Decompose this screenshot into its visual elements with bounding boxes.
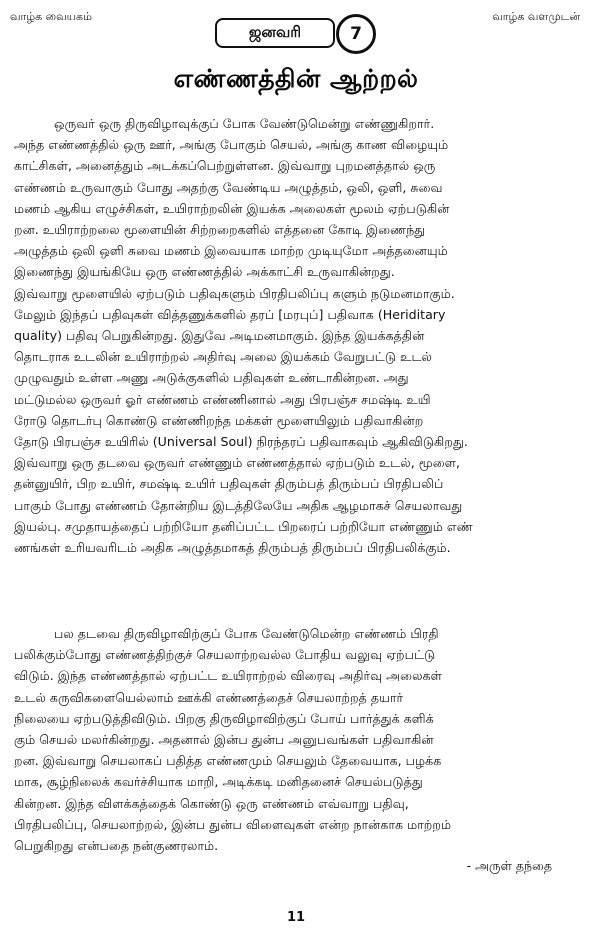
- text-line: இவ்வாறு ஒரு தடவை ஒருவர் எண்ணும் எண்ணத்தால் ஏற்படும் உடல், மூளை,: [14, 455, 460, 471]
- month-label-box: [215, 18, 335, 48]
- text-line: quality) பதிவு பெறுகின்றது. இதுவே அடிமனமாகும். இந்த இயக்கத்தின்: [14, 328, 425, 344]
- text-line: கும் செயல் மலர்கின்றது. அதனால் இன்ப துன்ப அனுபவங்கள் பதிவாகின்: [14, 732, 434, 748]
- text-line: உடல் கருவிகளையெல்லாம் ஊக்கி எண்ணத்தைச் செயலாற்றத் தயார்: [14, 689, 404, 705]
- text-line: பெறுகிறது என்பதை நன்குணரலாம்.: [14, 838, 219, 854]
- text-line: இணைந்து இயங்கியே ஒரு எண்ணத்தில் அக்காட்சி உருவாகின்றது.: [14, 264, 395, 280]
- header-left-motto: வாழ்க வையகம்: [10, 10, 92, 23]
- text-line: மட்டுமல்ல ஒருவர் ஓர் எண்ணம் எண்ணினால் அது பிரபஞ்ச சமஷ்டி உயி: [14, 391, 431, 407]
- page-title: எண்ணத்தின் ஆற்றல்: [173, 64, 419, 93]
- text-line: ணங்கள் உரியவரிடம் அதிக அழுத்தமாகத் திரும்பத் திரும்பப் பிரதிபலிக்கும்.: [14, 540, 451, 556]
- day-number: 7: [350, 24, 362, 44]
- text-line: பாகும் போது எண்ணம் தோன்றிய இடத்திலேயே அதிக ஆழமாகச் செயலாவது: [14, 497, 463, 513]
- text-line: மணம் ஆகிய எழுச்சிகள், உயிராற்றலின் இயக்க அலைகள் மூலம் ஏற்படுகின்: [14, 200, 450, 216]
- text-line: இயல்பு. சமுதாயத்தைப் பற்றியோ தனிப்பட்ட பிறரைப் பற்றியோ எண்ணும் எண்: [14, 518, 473, 534]
- text-line: பல தடவை திருவிழாவிற்குப் போக வேண்டுமென்ற எண்ணம் பிரதி: [14, 626, 439, 641]
- month-label: ஜனவரி: [248, 23, 302, 41]
- text-line: கின்றன. இந்த விளக்கத்தைக் கொண்டு ஒரு எண்ணம் எவ்வாறு பதிவு,: [14, 795, 409, 811]
- text-line: நிலையை ஏற்படுத்திவிடும். பிறகு திருவிழாவிற்குப் போய் பார்த்துக் களிக்: [14, 710, 434, 726]
- text-line: விடும். இந்த எண்ணத்தால் ஏற்பட்ட உயிராற்றல் விரைவு அதிர்வு அலைகள்: [14, 668, 442, 684]
- text-line: தொடராக உடலின் உயிராற்றல் அதிர்வு அலை இயக்கம் வேறுபட்டு உடல்: [14, 349, 432, 365]
- text-line: றன. உயிராற்றலை மூளையின் சிற்றறைகளில் எத்தனை கோடி இணைந்து: [14, 222, 426, 238]
- text-line: றன. இவ்வாறு செயலாகப் பதித்த எண்ணமும் செயலும் தேவையாக, பழக்க: [14, 753, 442, 769]
- text-line: ஒருவர் ஒரு திருவிழாவுக்குப் போக வேண்டுமென்று எண்ணுகிறார்.: [14, 116, 435, 131]
- author-signature: - அருள் தந்தை: [466, 858, 552, 873]
- paragraph-2: [14, 623, 580, 856]
- text-line: முழுவதும் உள்ள அணு அடுக்குகளில் பதிவுகள் உண்டாகின்றன. அது: [14, 370, 409, 386]
- text-line: அந்த எண்ணத்தில் ஒரு ஊர், அங்கு போகும் செயல், அங்கு காண விழையும்: [14, 137, 449, 153]
- text-line: எண்ணம் உருவாகும் போது அதற்கு வேண்டிய அழுத்தம், ஒலி, ஒளி, சுவை: [14, 179, 443, 195]
- text-line: மாக, சூழ்நிலைக் கவர்ச்சியாக மாறி, அடிக்கடி மனிதனைச் செயல்படுத்து: [14, 774, 423, 790]
- text-line: அழுத்தம் ஒலி ஒளி சுவை மணம் இவையாக மாற்ற முடியுமோ அத்தனையும்: [14, 243, 448, 259]
- text-line: பலிக்கும்போது எண்ணத்திற்குச் செயலாற்றவல்ல போதிய வலுவு ஏற்பட்டு: [14, 647, 436, 663]
- page-number: 11: [286, 910, 306, 925]
- text-line: ரோடு தொடர்பு கொண்டு எண்ணிறந்த மக்கள் மூளையிலும் பதிவாகின்ற: [14, 412, 424, 428]
- text-line: மேலும் இந்தப் பதிவுகள் வித்தணுக்களில் தரப் [மரபுப்] பதிவாக (Heriditary: [14, 306, 446, 322]
- text-line: தோடு பிரபஞ்ச உயிரில் (Universal Soul) நிரந்தரப் பதிவாகவும் ஆகிவிடுகிறது.: [14, 434, 468, 450]
- text-line: காட்சிகள், அனைத்தும் அடக்கப்பெற்றுள்ளன. இவ்வாறு புறமனத்தால் ஒரு: [14, 158, 436, 174]
- text-line: தன்னுயிர், பிற உயிர், சமஷ்டி உயிர் பதிவுகள் திரும்பத் திரும்பப் பிரதிபலிப்: [14, 476, 444, 492]
- paragraph-1: [14, 113, 580, 558]
- header-right-motto: வாழ்க வளமுடன்: [492, 10, 580, 23]
- day-number-circle: [336, 14, 376, 54]
- text-line: இவ்வாறு மூளையில் ஏற்படும் பதிவுகளும் பிரதிபலிப்பு களும் நடுமனமாகும்.: [14, 285, 455, 301]
- text-line: பிரதிபலிப்பு, செயலாற்றல், இன்ப துன்ப விளைவுகள் என்ற நான்காக மாற்றம்: [14, 816, 452, 832]
